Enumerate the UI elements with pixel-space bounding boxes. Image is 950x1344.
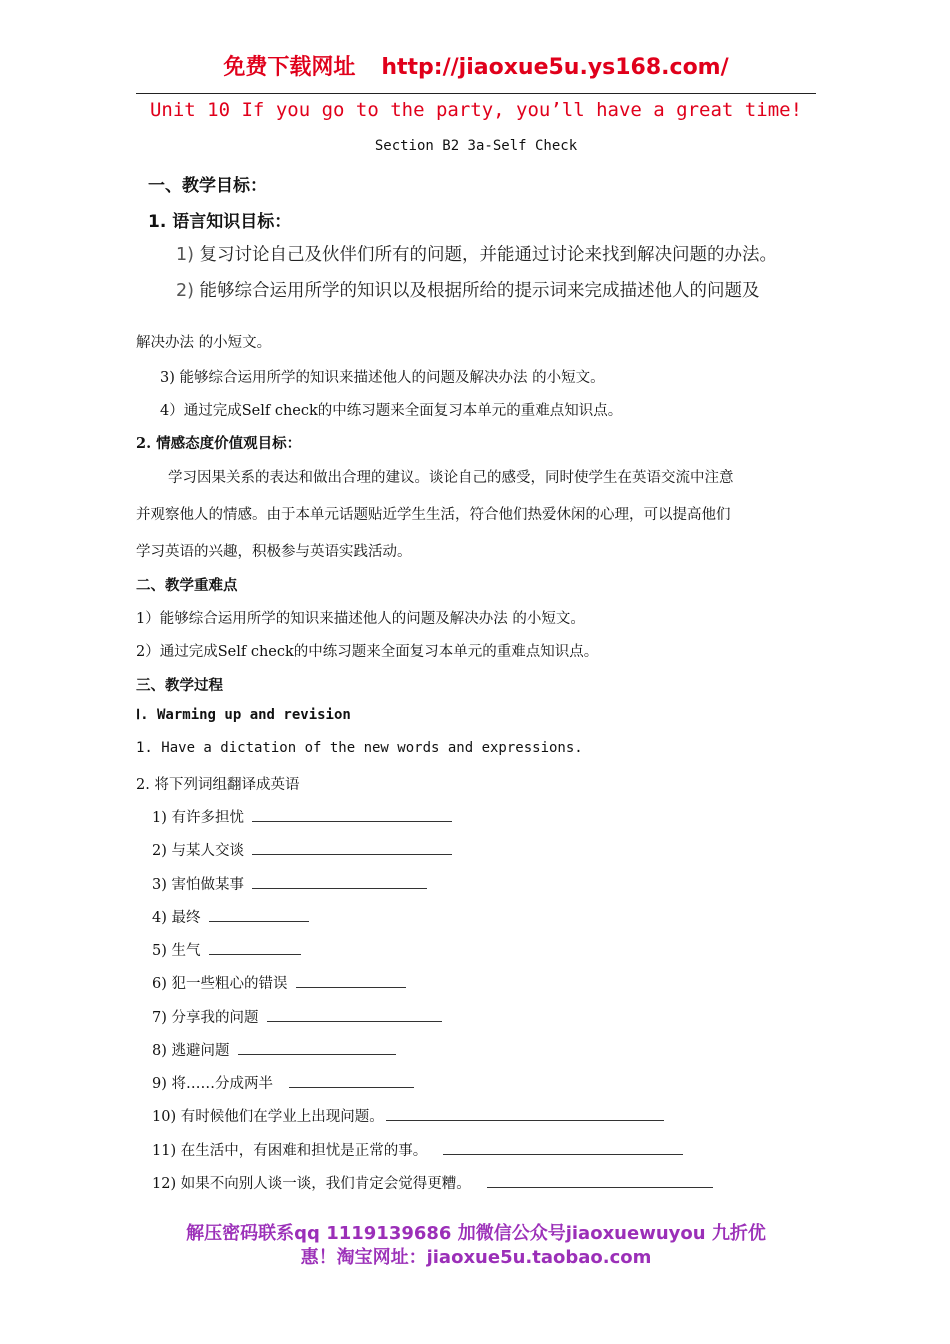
- translate-item: [152, 939, 301, 960]
- answer-blank[interactable]: [252, 840, 452, 855]
- translate-item: [152, 1139, 683, 1160]
- translate-item: [152, 1072, 414, 1093]
- answer-blank[interactable]: [238, 1040, 396, 1055]
- paragraph-line-2: 并观察他人的情感。由于本单元话题贴近学生生活，符合他们热爱休闲的心理，可以提高他们: [136, 507, 731, 523]
- subheading-language: 1. 语言知识目标：: [148, 212, 292, 232]
- translate-item: [152, 1006, 442, 1027]
- item-text: 3) 害怕做某事: [152, 877, 244, 893]
- paragraph-line-1: 学习因果关系的表达和做出合理的建议。谈论自己的感受，同时使学生在英语交流中注意: [168, 470, 734, 486]
- answer-blank[interactable]: [267, 1007, 442, 1022]
- translate-item: [152, 1172, 713, 1193]
- task-translate: 2. 将下列词组翻译成英语: [136, 777, 300, 793]
- translate-item: [152, 873, 427, 894]
- item-text: 11) 在生活中，有困难和担忧是正常的事。: [152, 1143, 428, 1159]
- item-text: 8) 逃避问题: [152, 1043, 230, 1059]
- objective-item-2: [176, 277, 760, 302]
- translate-item: [152, 906, 309, 927]
- item-text: 复习讨论自己及伙伴们所有的问题，并能通过讨论来找到解决问题的办法。: [199, 245, 778, 265]
- item-text: 9) 将……分成两半: [152, 1076, 273, 1092]
- answer-blank[interactable]: [296, 973, 406, 988]
- item-text: 1) 有许多担忧: [152, 810, 244, 826]
- heading-process: 三、教学过程: [136, 677, 223, 694]
- item-text: 5) 生气: [152, 943, 201, 959]
- translate-item: [152, 839, 452, 860]
- footer-line-2: 惠！淘宝网址：jiaoxue5u.taobao.com: [300, 1247, 652, 1268]
- paragraph-line-3: 学习英语的兴趣，积极参与英语实践活动。: [136, 544, 412, 560]
- task-dictation: 1. Have a dictation of the new words and expressions.: [136, 740, 583, 756]
- header-rule: [136, 93, 816, 94]
- header-watermark: [136, 50, 816, 81]
- heading-key-points: 二、教学重难点: [136, 577, 238, 594]
- item-number: 2): [176, 281, 194, 301]
- translate-item: [152, 972, 406, 993]
- answer-blank[interactable]: [289, 1073, 414, 1088]
- item-number: 1): [176, 245, 194, 265]
- objective-item-4: 4）通过完成Self check的中练习题来全面复习本单元的重难点知识点。: [160, 403, 623, 419]
- footer-line-1: 解压密码联系qq 1119139686 加微信公众号jiaoxuewuyou 九折优: [186, 1223, 766, 1244]
- translate-item: [152, 806, 452, 827]
- step-warming-up: Ⅰ. Warming up and revision: [136, 707, 351, 723]
- answer-blank[interactable]: [386, 1106, 664, 1121]
- key-point-2: 2）通过完成Self check的中练习题来全面复习本单元的重难点知识点。: [136, 644, 599, 660]
- objective-item-1: [176, 241, 777, 266]
- translate-item: [152, 1039, 396, 1060]
- item-text: 7) 分享我的问题: [152, 1010, 259, 1026]
- item-text: 10) 有时候他们在学业上出现问题。: [152, 1109, 384, 1125]
- answer-blank[interactable]: [487, 1173, 713, 1188]
- header-url[interactable]: http://jiaoxue5u.ys168.com/: [381, 55, 729, 80]
- objective-item-3: 3) 能够综合运用所学的知识来描述他人的问题及解决办法 的小短文。: [160, 370, 605, 386]
- answer-blank[interactable]: [443, 1140, 683, 1155]
- item-text: 4) 最终: [152, 910, 201, 926]
- key-point-1: 1）能够综合运用所学的知识来描述他人的问题及解决办法 的小短文。: [136, 611, 585, 627]
- answer-blank[interactable]: [252, 874, 427, 889]
- header-label: 免费下载网址: [223, 55, 356, 80]
- item-text: 2) 与某人交谈: [152, 843, 244, 859]
- answer-blank[interactable]: [209, 940, 301, 955]
- objective-item-2-cont: 解决办法 的小短文。: [136, 335, 272, 351]
- item-text: 能够综合运用所学的知识以及根据所给的提示词来完成描述他人的问题及: [199, 281, 760, 301]
- item-text: 6) 犯一些粗心的错误: [152, 976, 288, 992]
- translate-item: [152, 1105, 664, 1126]
- answer-blank[interactable]: [209, 907, 309, 922]
- unit-title: Unit 10 If you go to the party, you’ll have a great time!: [149, 99, 803, 121]
- heading-objectives: 一、教学目标：: [148, 176, 267, 196]
- answer-blank[interactable]: [252, 807, 452, 822]
- subheading-attitude: 2. 情感态度价值观目标：: [136, 435, 302, 452]
- section-title: Section B2 3a-Self Check: [374, 138, 578, 154]
- item-text: 12) 如果不向别人谈一谈，我们肯定会觉得更糟。: [152, 1176, 471, 1192]
